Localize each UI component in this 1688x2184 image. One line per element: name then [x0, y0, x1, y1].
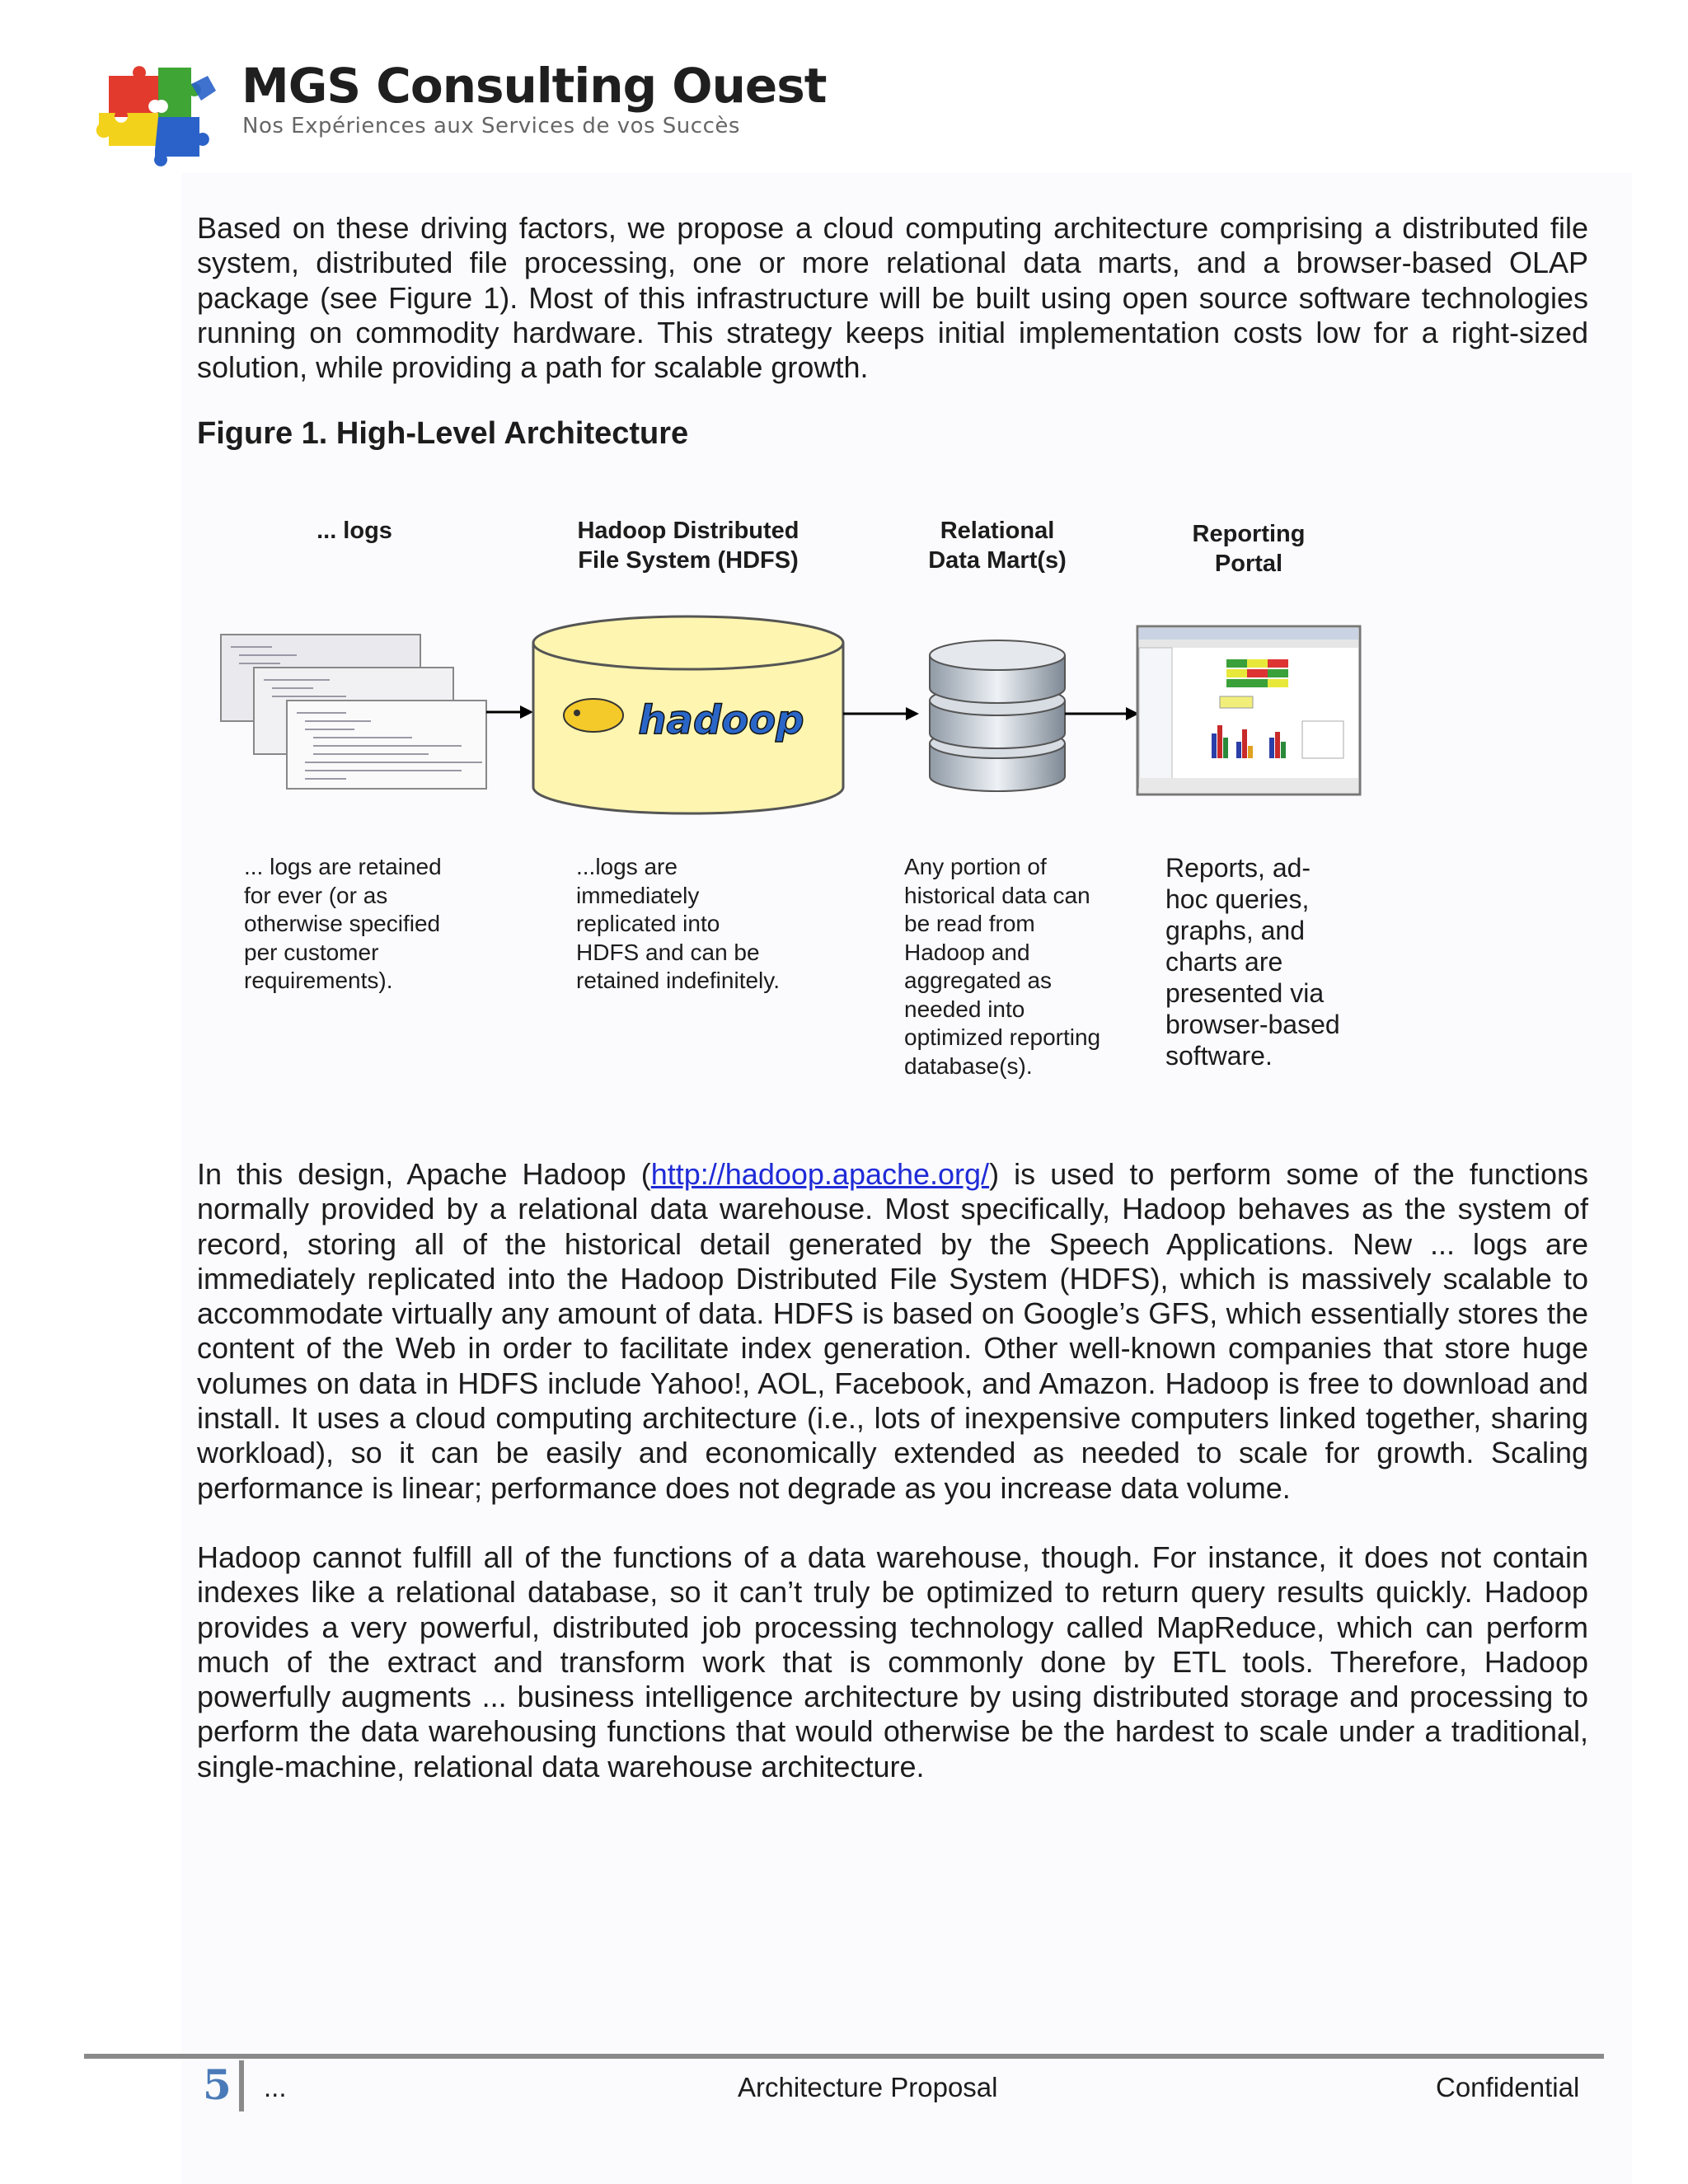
arrow-logs-to-hdfs	[486, 705, 533, 719]
log-files-icon	[221, 635, 486, 789]
page-number: 5	[203, 2060, 232, 2109]
body-paragraph-2: Hadoop cannot fulfill all of the functions of a data warehouse, though. For instance, it does not contain indexes like a relational database, so it can’t truly be optimized to return query results quickly. Hadoop provides a very powerful, distributed job processing technology called MapReduce, which can perform much of the extract and transform work that is commonly done by ETL tools. Therefore, Hadoop powerfully augments ... business intelligence architecture by using distributed storage and processing to perform the data warehousing functions that would otherwise be the hardest to scale under a traditional, single-machine, relational data warehouse architecture.	[197, 1540, 1588, 1783]
arrow-datamart-to-portal	[1065, 707, 1139, 720]
footer-left-text: ...	[264, 2072, 287, 2102]
footer-document-title: Architecture Proposal	[738, 2072, 998, 2102]
database-stack-icon	[930, 640, 1065, 791]
paragraph-text: In this design, Apache Hadoop (	[197, 1157, 651, 1191]
body-paragraph-1	[197, 1157, 1588, 1506]
arrow-hdfs-to-datamart	[843, 707, 919, 720]
paragraph-text: ) is used to perform some of the functions normally provided by a relational data warehouse. Most specifically, Hadoop behaves as the system of record, storing all of the historical detail generated by the Speech Applications. New ... logs are immediately replicated into the Hadoop Distributed File System (HDFS), which is massively scalable to accommodate virtually any amount of data. HDFS is based on Google’s GFS, which essentially stores the content of the Web in order to facilitate index generation. Other well-known companies that store huge volumes on data in HDFS include Yahoo!, AOL, Facebook, and Amazon. Hadoop is free to download and install. It uses a cloud computing architecture (i.e., lots of inexpensive computers linked together, sharing workload), so it can be easily and economically extended as needed to scale for growth. Scaling performance is linear; performance does not degrade as you increase data volume.	[197, 1157, 1588, 1505]
hadoop-link[interactable]: http://hadoop.apache.org/	[650, 1157, 990, 1191]
column-heading-reporting: Reporting Portal	[1192, 521, 1306, 577]
company-tagline: Nos Expériences aux Services de vos Succès	[242, 114, 740, 138]
column-heading-logs: ... logs	[316, 518, 392, 544]
hadoop-logo-text: hadoop	[638, 697, 804, 743]
footer-confidential: Confidential	[1436, 2072, 1580, 2102]
column-heading-hdfs: Hadoop Distributed File System (HDFS)	[577, 518, 799, 574]
column-description-hdfs: ...logs are immediately replicated into HDFS and can be retained indefinitely.	[576, 854, 780, 993]
intro-paragraph: Based on these driving factors, we propose a cloud computing architecture comprising a distributed file system, distributed file processing, one or more relational data marts, and a browser-based OLAP package (see Figure 1). Most of this infrastructure will be built using open source software technologies running on commodity hardware. This strategy keeps initial implementation costs low for a right-sized solution, while providing a path for scalable growth.	[197, 211, 1588, 385]
figure-title: Figure 1. High-Level Architecture	[197, 416, 689, 451]
column-description-data-mart: Any portion of historical data can be read from Hadoop and aggregated as needed into optimized reporting database(s).	[904, 854, 1101, 1079]
column-description-logs: ... logs are retained for ever (or as otherwise specified per customer requirements).	[244, 854, 442, 993]
reporting-portal-screenshot-icon	[1137, 626, 1360, 794]
column-description-reporting: Reports, ad- hoc queries, graphs, and charts are presented via browser-based software.	[1165, 853, 1340, 1071]
footer-rule	[84, 2054, 1604, 2059]
footer-divider	[239, 2060, 244, 2111]
column-heading-data-mart: Relational Data Mart(s)	[928, 518, 1067, 574]
company-name: MGS Consulting Ouest	[241, 58, 827, 114]
